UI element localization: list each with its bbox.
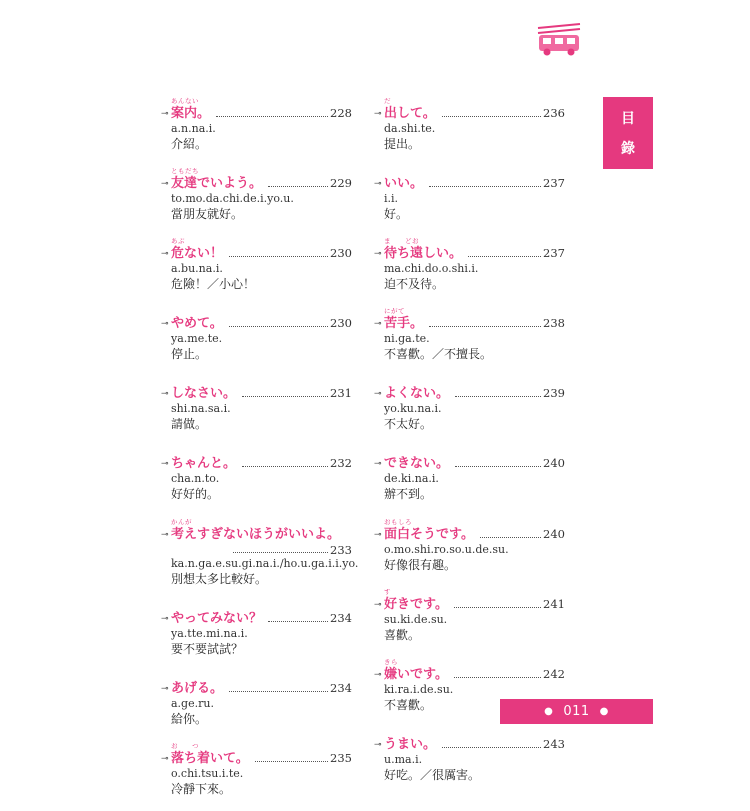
entry-page: 238 xyxy=(543,316,565,331)
entry-page: 235 xyxy=(330,750,352,765)
toc-entry[interactable] xyxy=(375,517,565,574)
footer-bullet-right: ● xyxy=(599,706,609,717)
entry-romaji: de.ki.na.i. xyxy=(384,472,439,486)
entry-page: 240 xyxy=(543,526,565,541)
footer-bullet-left: ● xyxy=(544,706,554,717)
entry-translation: 別想太多比較好。 xyxy=(171,571,268,586)
entry-furigana xyxy=(171,446,352,455)
entry-phrase: 嫌いです。 xyxy=(384,666,448,682)
entry-phrase: 考えすぎないほうがいいよ。 xyxy=(171,526,341,542)
entry-translation: 好吃。／很厲害。 xyxy=(384,767,481,782)
right-column xyxy=(375,96,565,797)
entry-romaji: yo.ku.na.i. xyxy=(384,402,442,416)
bullet-icon: ⊸ xyxy=(374,459,382,470)
entry-furigana: お つ xyxy=(171,741,199,750)
entry-romaji: shi.na.sa.i. xyxy=(171,402,231,416)
entry-translation: 危險！／小心！ xyxy=(171,277,256,292)
leader-dots xyxy=(233,543,328,553)
entry-furigana: す xyxy=(384,587,391,596)
bullet-icon: ⊸ xyxy=(161,389,169,400)
entry-romaji: a.n.na.i. xyxy=(171,122,216,135)
entry-phrase: ちゃんと。 xyxy=(171,456,237,472)
leader-dots xyxy=(455,396,541,397)
entry-phrase: 落ち着いて。 xyxy=(171,750,249,766)
bullet-icon: ⊸ xyxy=(161,459,169,470)
entry-romaji: ni.ga.te. xyxy=(384,332,430,346)
entry-phrase: 面白そうです。 xyxy=(384,526,474,542)
bullet-icon: ⊸ xyxy=(161,109,169,119)
entry-romaji: o.mo.shi.ro.so.u.de.su. xyxy=(384,542,509,556)
entry-furigana xyxy=(171,671,352,680)
leader-dots xyxy=(429,326,541,327)
pink-bus-illustration-icon xyxy=(534,22,584,58)
entry-page: 243 xyxy=(543,736,565,751)
entry-page: 237 xyxy=(543,176,565,191)
tab-char-2: 錄 xyxy=(621,141,635,157)
bullet-icon: ⊸ xyxy=(161,249,169,260)
entry-translation: 好。 xyxy=(384,207,409,222)
toc-entry[interactable] xyxy=(162,671,352,728)
entry-page: 240 xyxy=(543,456,565,471)
entry-translation: 不太好。 xyxy=(384,417,433,432)
entry-page: 234 xyxy=(330,610,352,625)
leader-dots xyxy=(229,691,328,692)
bullet-icon: ⊸ xyxy=(161,683,169,694)
toc-entry[interactable] xyxy=(375,446,565,503)
bullet-icon: ⊸ xyxy=(374,529,382,540)
entry-translation: 介紹。 xyxy=(171,137,208,151)
entry-phrase: 危ない！ xyxy=(171,246,224,262)
entry-translation: 辦不到。 xyxy=(384,487,433,502)
bullet-icon: ⊸ xyxy=(374,599,382,610)
entry-romaji: a.ge.ru. xyxy=(171,696,214,710)
entry-translation: 好好的。 xyxy=(171,487,220,502)
entry-romaji: to.mo.da.chi.de.i.yo.u. xyxy=(171,192,294,206)
leader-dots xyxy=(455,466,541,467)
entry-furigana xyxy=(384,446,565,455)
entry-phrase: 苦手。 xyxy=(384,316,424,332)
entry-furigana: あんない xyxy=(171,97,199,105)
toc-entry[interactable] xyxy=(375,727,565,784)
entry-furigana: きら xyxy=(384,657,398,666)
entry-page: 233 xyxy=(330,542,352,557)
leader-dots xyxy=(216,116,328,117)
toc-entry[interactable] xyxy=(375,587,565,644)
toc-entry[interactable] xyxy=(162,166,352,223)
entry-romaji: ya.me.te. xyxy=(171,332,223,346)
entry-phrase: うまい。 xyxy=(384,736,437,752)
entry-page: 237 xyxy=(543,246,565,261)
entry-phrase: よくない。 xyxy=(384,386,450,402)
entry-phrase: しなさい。 xyxy=(171,386,237,402)
entry-romaji: a.bu.na.i. xyxy=(171,262,223,276)
entry-translation: 好像很有趣。 xyxy=(384,557,457,572)
entry-phrase: やってみない？ xyxy=(171,610,263,626)
bullet-icon: ⊸ xyxy=(161,613,169,624)
bullet-icon: ⊸ xyxy=(374,389,382,400)
entry-page: 234 xyxy=(330,680,352,695)
table-of-contents-tab xyxy=(603,97,653,169)
toc-entry[interactable] xyxy=(375,306,565,363)
leader-dots xyxy=(229,256,328,257)
entry-page: 236 xyxy=(543,106,565,120)
entry-phrase: 出して。 xyxy=(384,106,436,121)
toc-entry[interactable] xyxy=(162,446,352,503)
entry-page: 229 xyxy=(330,176,352,191)
bullet-icon: ⊸ xyxy=(161,753,169,764)
entry-furigana: にがて xyxy=(384,307,405,316)
toc-entry[interactable] xyxy=(161,517,359,588)
toc-entry[interactable] xyxy=(162,741,352,798)
page-number: 011 xyxy=(563,704,590,719)
leader-dots xyxy=(454,607,541,608)
entry-furigana xyxy=(384,166,565,175)
entry-translation: 喜歡。 xyxy=(384,627,421,642)
entry-translation: 冷靜下來。 xyxy=(171,781,232,796)
leader-dots xyxy=(229,326,328,327)
entry-page: 241 xyxy=(543,596,565,611)
entry-translation: 要不要試試？ xyxy=(171,641,244,656)
entry-translation: 停止。 xyxy=(171,347,208,362)
entry-page: 242 xyxy=(543,666,565,681)
entry-furigana: あぶ xyxy=(171,237,185,246)
entry-romaji: da.shi.te. xyxy=(384,122,436,135)
entry-page: 231 xyxy=(330,386,352,401)
toc-entry[interactable] xyxy=(162,376,352,433)
toc-entry[interactable] xyxy=(162,601,352,658)
leader-dots xyxy=(442,747,541,748)
entry-translation: 迫不及待。 xyxy=(384,277,445,292)
entry-page: 228 xyxy=(330,106,352,120)
leader-dots xyxy=(480,537,541,538)
page-number-bar xyxy=(500,699,653,724)
leader-dots xyxy=(242,396,328,397)
toc-entry[interactable] xyxy=(162,96,352,153)
entry-furigana: ともだち xyxy=(171,167,199,176)
entry-romaji: su.ki.de.su. xyxy=(384,612,448,626)
entry-romaji: ma.chi.do.o.shi.i. xyxy=(384,262,479,276)
toc-entry[interactable] xyxy=(162,306,352,363)
leader-dots xyxy=(429,186,541,187)
bullet-icon: ⊸ xyxy=(161,179,169,190)
bullet-icon: ⊸ xyxy=(161,319,169,330)
bullet-icon: ⊸ xyxy=(374,249,382,260)
leader-dots xyxy=(242,466,328,467)
entry-phrase: あげる。 xyxy=(171,680,224,696)
bullet-icon: ⊸ xyxy=(374,739,382,750)
entry-furigana xyxy=(171,306,352,315)
entry-furigana xyxy=(171,376,352,385)
entry-phrase: 好きです。 xyxy=(384,596,448,612)
entry-furigana: かんが xyxy=(171,517,192,526)
toc-entry[interactable] xyxy=(375,96,565,153)
toc-entry[interactable] xyxy=(375,376,565,433)
entry-romaji: ka.n.ga.e.su.gi.na.i./ho.u.ga.i.i.yo. xyxy=(171,556,359,570)
entry-furigana: ま どお xyxy=(384,237,419,246)
entry-phrase: いい。 xyxy=(384,176,424,192)
entry-furigana: おもしろ xyxy=(384,517,412,526)
leader-dots xyxy=(454,677,541,678)
entry-romaji: cha.n.to. xyxy=(171,472,220,486)
bullet-icon: ⊸ xyxy=(161,529,169,540)
tab-char-1: 目 xyxy=(621,111,635,127)
bullet-icon: ⊸ xyxy=(374,109,382,119)
entry-phrase: 案内。 xyxy=(171,106,211,121)
toc-entry[interactable] xyxy=(375,166,565,223)
left-column xyxy=(161,96,359,811)
entry-furigana xyxy=(384,376,565,385)
entry-romaji: i.i. xyxy=(384,192,399,206)
entry-page: 230 xyxy=(330,316,352,331)
entry-page: 239 xyxy=(543,386,565,401)
leader-dots xyxy=(468,256,541,257)
toc-entry[interactable] xyxy=(162,236,352,293)
entry-page: 230 xyxy=(330,246,352,261)
entry-translation: 不喜歡。 xyxy=(384,697,433,712)
bullet-icon: ⊸ xyxy=(374,179,382,190)
leader-dots xyxy=(442,116,541,117)
entry-page: 232 xyxy=(330,456,352,471)
entry-furigana xyxy=(171,601,352,610)
entry-romaji: o.chi.tsu.i.te. xyxy=(171,766,244,780)
entry-translation: 請做。 xyxy=(171,417,208,432)
entry-romaji: ya.tte.mi.na.i. xyxy=(171,626,248,640)
leader-dots xyxy=(268,621,328,622)
entry-romaji: ki.ra.i.de.su. xyxy=(384,682,454,696)
entry-translation: 不喜歡。／不擅長。 xyxy=(384,347,493,362)
entry-translation: 提出。 xyxy=(384,137,421,151)
leader-dots xyxy=(255,761,328,762)
entry-furigana xyxy=(384,727,565,736)
entry-translation: 給你。 xyxy=(171,711,208,726)
entry-phrase: できない。 xyxy=(384,456,450,472)
toc-entry[interactable] xyxy=(375,236,565,293)
bullet-icon: ⊸ xyxy=(374,319,382,330)
entry-phrase: 友達でいよう。 xyxy=(171,176,263,192)
entry-furigana: だ xyxy=(384,97,391,105)
entry-translation: 當朋友就好。 xyxy=(171,207,244,222)
bullet-icon: ⊸ xyxy=(374,669,382,680)
leader-dots xyxy=(268,186,328,187)
entry-romaji: u.ma.i. xyxy=(384,752,423,766)
entry-phrase: 待ち遠しい。 xyxy=(384,246,463,262)
entry-phrase: やめて。 xyxy=(171,316,223,332)
